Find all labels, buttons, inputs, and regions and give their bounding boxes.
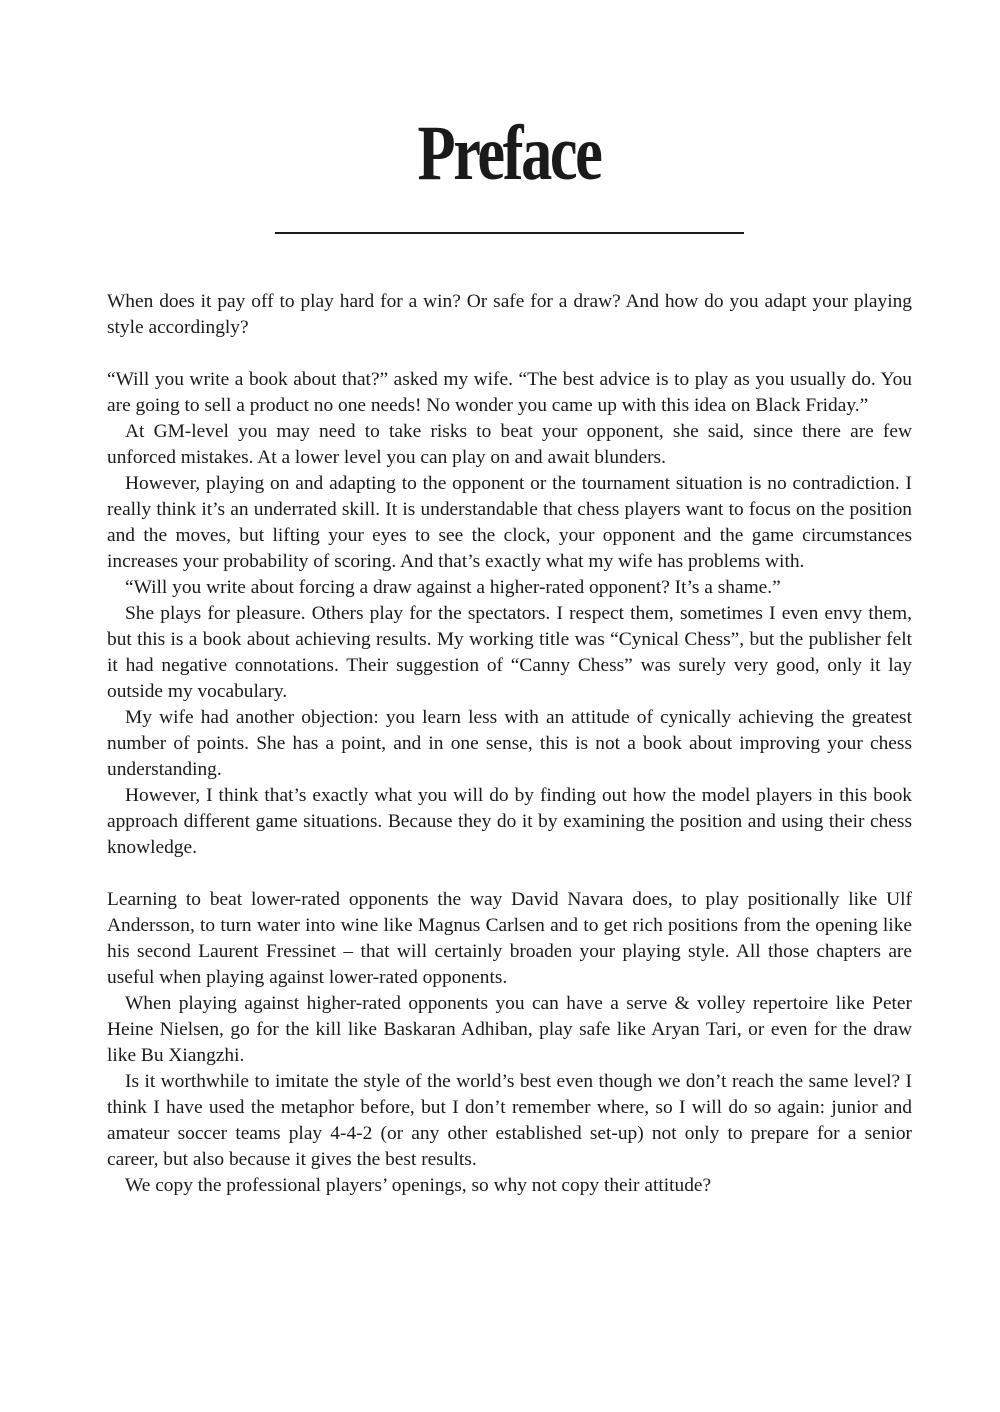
paragraph-3: At GM-level you may need to take risks to beat your opponent, she said, since there are few unforced mistakes. At a lower level you can play on and await blunders. (107, 421, 912, 468)
paragraph-9: Learning to beat lower-rated opponents the way David Navara does, to play positionally like Ulf Andersson, to turn water into wine like Magnus Carlsen and to get rich positions from the opening like his second Laurent Fressinet – that will certainly broaden your playing style. All those chapters are useful when playing against lower-rated opponents. (107, 889, 912, 988)
paragraph-8: However, I think that’s exactly what you will do by finding out how the model players in this book approach different game situations. Because they do it by examining the position and using their chess knowledge. (107, 785, 912, 858)
paragraph-11: Is it worthwhile to imitate the style of the world’s best even though we don’t reach the same level? I think I have used the metaphor before, but I don’t remember where, so I will do so again: junior and amateur soccer teams play 4-4-2 (or any other established set-up) not only to prepare for a senior career, but also because it gives the best results. (107, 1071, 912, 1170)
paragraph-10: When playing against higher-rated opponents you can have a serve & volley repertoire like Peter Heine Nielsen, go for the kill like Baskaran Adhiban, play safe like Aryan Tari, or even for the draw like Bu Xiangzhi. (107, 993, 912, 1066)
paragraph-1: When does it pay off to play hard for a win? Or safe for a draw? And how do you adapt your playing style accordingly? (107, 291, 912, 338)
paragraph-12: We copy the professional players’ openings, so why not copy their attitude? (125, 1175, 712, 1196)
paragraph-5: “Will you write about forcing a draw against a higher-rated opponent? It’s a shame.” (125, 577, 781, 598)
page-title: Preface (417, 109, 601, 196)
paragraph-2: “Will you write a book about that?” asked my wife. “The best advice is to play as you usually do. You are going to sell a product no one needs! No wonder you came up with this idea on Black Friday.” (107, 369, 912, 416)
paragraph-6: She plays for pleasure. Others play for the spectators. I respect them, sometimes I even envy them, but this is a book about achieving results. My working title was “Cynical Chess”, but the publisher felt it had negative connotations. Their suggestion of “Canny Chess” was surely very good, only it lay outside my vocabulary. (107, 603, 912, 702)
title-rule (275, 232, 744, 234)
preface-body (107, 289, 912, 1199)
paragraph-4: However, playing on and adapting to the opponent or the tournament situation is no contradiction. I really think it’s an underrated skill. It is understandable that chess players want to focus on the position and the moves, but lifting your eyes to see the clock, your opponent and the game circumstances increases your probability of scoring. And that’s exactly what my wife has problems with. (107, 473, 912, 572)
paragraph-7: My wife had another objection: you learn less with an attitude of cynically achieving the greatest number of points. She has a point, and in one sense, this is not a book about improving your chess understanding. (107, 707, 912, 780)
